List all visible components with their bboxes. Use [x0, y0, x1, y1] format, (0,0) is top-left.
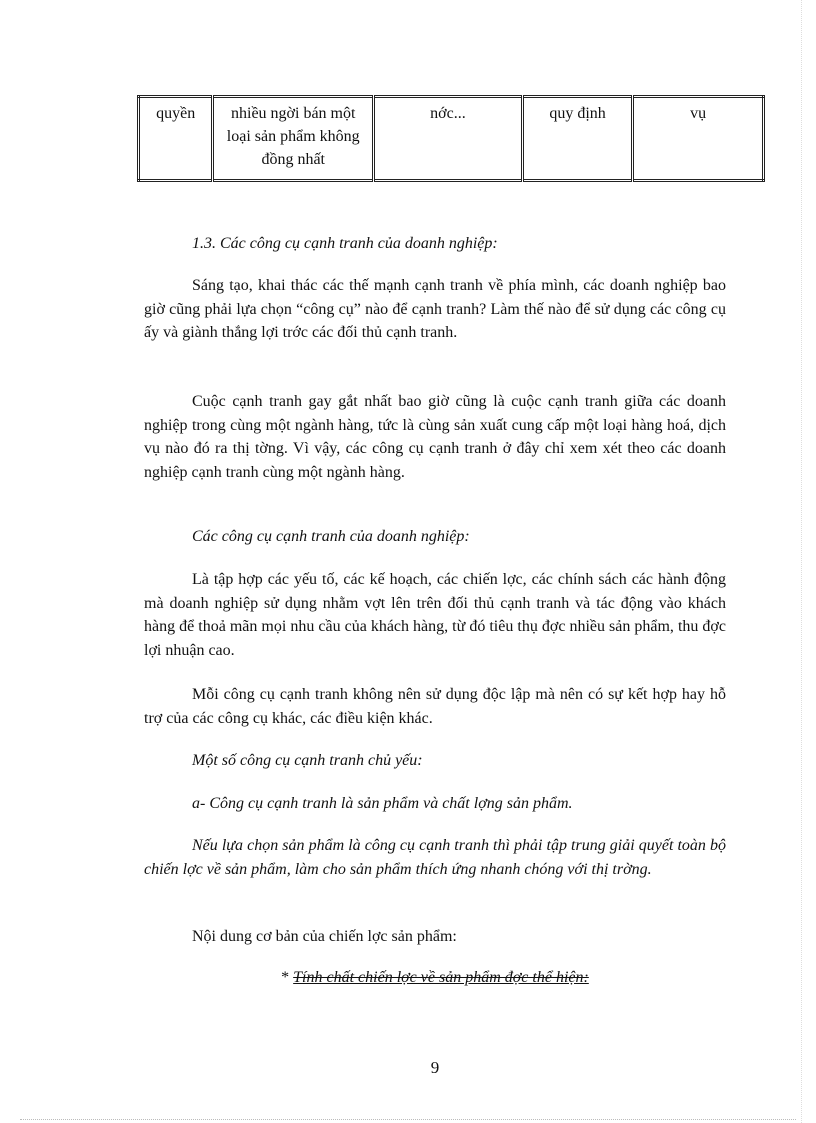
table-cell: quy định [522, 97, 633, 181]
page-bottom-rule [20, 1119, 796, 1120]
subheading-text: a- Công cụ cạnh tranh là sản phẩm và chất lợng sản phẩm. [192, 795, 573, 812]
paragraph: Là tập hợp các yếu tố, các kế hoạch, các chiến lợc, các chính sách các hành động mà doanh nghiệp sử dụng nhằm vợt lên trên đối thủ cạnh tranh và tác động vào khách hàng để thoả mãn mọi nhu cầu của khách hàng, từ đó tiêu thụ đợc nhiều sản phẩm, thu đợc lợi nhuận cao. [144, 571, 726, 659]
paragraph: Cuộc cạnh tranh gay gắt nhất bao giờ cũng là cuộc cạnh tranh giữa các doanh nghiệp trong cùng một ngành hàng, tức là cùng sản xuất cung cấp một loại hàng hoá, dịch vụ nào đó ra thị tờng. Vì vậy, các công cụ cạnh tranh ở đây chỉ xem xét theo các doanh nghiệp cạnh tranh cùng một ngành hàng. [144, 393, 726, 481]
table-cell: quyền [139, 97, 213, 181]
section-heading [144, 232, 726, 256]
subheading [144, 792, 726, 816]
table-cell: vụ [690, 105, 707, 122]
paragraph: Nội dung cơ bản của chiến lợc sản phẩm: [192, 928, 457, 945]
paragraph: Sáng tạo, khai thác các thế mạnh cạnh tranh về phía mình, các doanh nghiệp bao giờ cũng phải lựa chọn “công cụ” nào để cạnh tranh? Làm thế nào để sử dụng các công cụ ấy và giành thắng lợi trớc các đối thủ cạnh tranh. [144, 277, 726, 341]
table-cell: nhiều ngời bán một loại sản phẩm không đồng nhất [213, 97, 374, 181]
subheading-text: Một số công cụ cạnh tranh chủ yếu: [192, 752, 423, 769]
bullet-line [144, 966, 726, 990]
page-right-rule [801, 0, 802, 1123]
section-heading-text: 1.3. Các công cụ cạnh tranh của doanh nghiệp: [192, 235, 498, 252]
page-number: 9 [430, 1058, 440, 1077]
paragraph: Nếu lựa chọn sản phẩm là công cụ cạnh tranh thì phải tập trung giải quyết toàn bộ chiến lợc về sản phẩm, làm cho sản phẩm thích ứng nhanh chóng với thị trờng. [144, 837, 726, 878]
table-fragment [137, 95, 765, 182]
subheading-text: Các công cụ cạnh tranh của doanh nghiệp: [192, 528, 470, 545]
paragraph: Mỗi công cụ cạnh tranh không nên sử dụng độc lập mà nên có sự kết hợp hay hỗ trợ của các công cụ khác, các điều kiện khác. [144, 686, 726, 727]
bullet-text: Tính chất chiến lợc về sản phẩm đợc thể hiện: [293, 969, 589, 986]
subheading [144, 525, 726, 549]
table-cell: nớc... [374, 97, 523, 181]
table-row [139, 97, 764, 181]
bullet-marker: * [281, 969, 294, 986]
subheading [144, 749, 726, 773]
